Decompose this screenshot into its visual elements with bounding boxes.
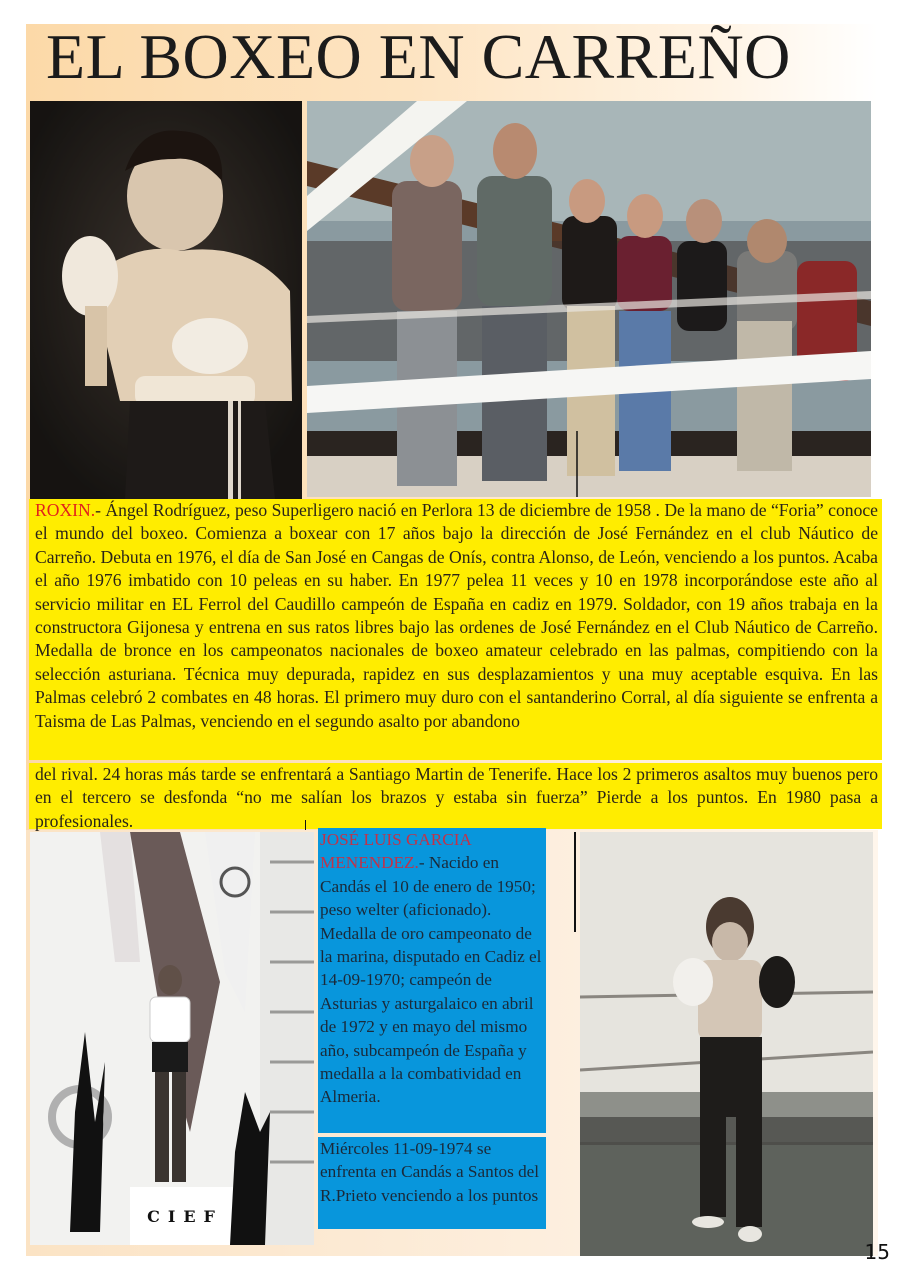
column-divider-tick [305, 820, 306, 830]
page-number: 15 [864, 1240, 890, 1264]
garcia-text-part2: Miércoles 11-09-1974 se enfrenta en Candás a Santos del R.Prieto venciendo a los puntos [320, 1139, 540, 1205]
roxin-article-block-1 [29, 499, 882, 760]
roxin-name: ROXIN. [35, 500, 96, 520]
photo-cief-portrait [30, 832, 314, 1245]
photo-roxin-portrait [30, 101, 302, 499]
garcia-article-block-1 [318, 828, 546, 1133]
svg-text:CIEF: CIEF [147, 1207, 223, 1226]
photo-gym-portrait [580, 832, 873, 1256]
photo-ring-group [307, 101, 871, 497]
garcia-text-part1: - Nacido en Candás el 10 de enero de 1950; peso welter (aficionado). Medalla de oro campeonato de la marina, disputado en Cadiz el 14-09-1970; campeón de Asturias y asturgalaico en abril de 1972 y en mayo del mismo año, subcampeón de España y medalla a la combatividad en Almeria. [320, 853, 542, 1107]
roxin-article-block-2 [29, 763, 882, 829]
roxin-text-part1: - Ángel Rodríguez, peso Superligero nació en Perlora 13 de diciembre de 1958 . De la mano de “Foria” conoce el mundo del boxeo. Comienza a boxear con 17 años bajo la dirección de José Fernández en el club Náutico de Carreño. Debuta en 1976, el día de San José en Cangas de Onís, contra Alonso, de León, venciendo a los puntos. Acaba el año 1976 imbatido con 10 peleas en su haber. En 1977 pelea 11 veces y 10 en 1978 incorporándose este año al servicio militar en EL Ferrol del Caudillo campeón de España en cadiz en 1979. Soldador, con 19 años trabaja en la constructora Gijonesa y entrena en sus ratos libres bajo las ordenes de José Fernández en el Club Náutico de Carreño. Medalla de bronce en los campeonatos nacionales de boxeo amateur celebrado en las palmas, compitiendo con la selección asturiana. Técnica muy depurada, rapidez en sus desplazamientos y una muy aceptable esquiva. En las Palmas celebró 2 combates en 48 horas. El primero muy duro con el santanderino Corral, al día siguiente se enfrenta a Taisma de Las Palmas, venciendo en el segundo asalto por abandono [35, 500, 878, 731]
page-title: EL BOXEO EN CARREÑO [46, 21, 791, 92]
roxin-text-part2: del rival. 24 horas más tarde se enfrentará a Santiago Martin de Tenerife. Hace los 2 primeros asaltos muy buenos pero en el tercero se desfonda “no me salían los brazos y estaba sin fuerza” Pierde a los puntos. En 1980 pasa a profesionales. [35, 764, 878, 831]
garcia-name: JOSÉ LUIS GARCIA MENENDEZ. [320, 830, 471, 873]
column-divider [574, 832, 576, 932]
garcia-article-block-2 [318, 1137, 546, 1229]
